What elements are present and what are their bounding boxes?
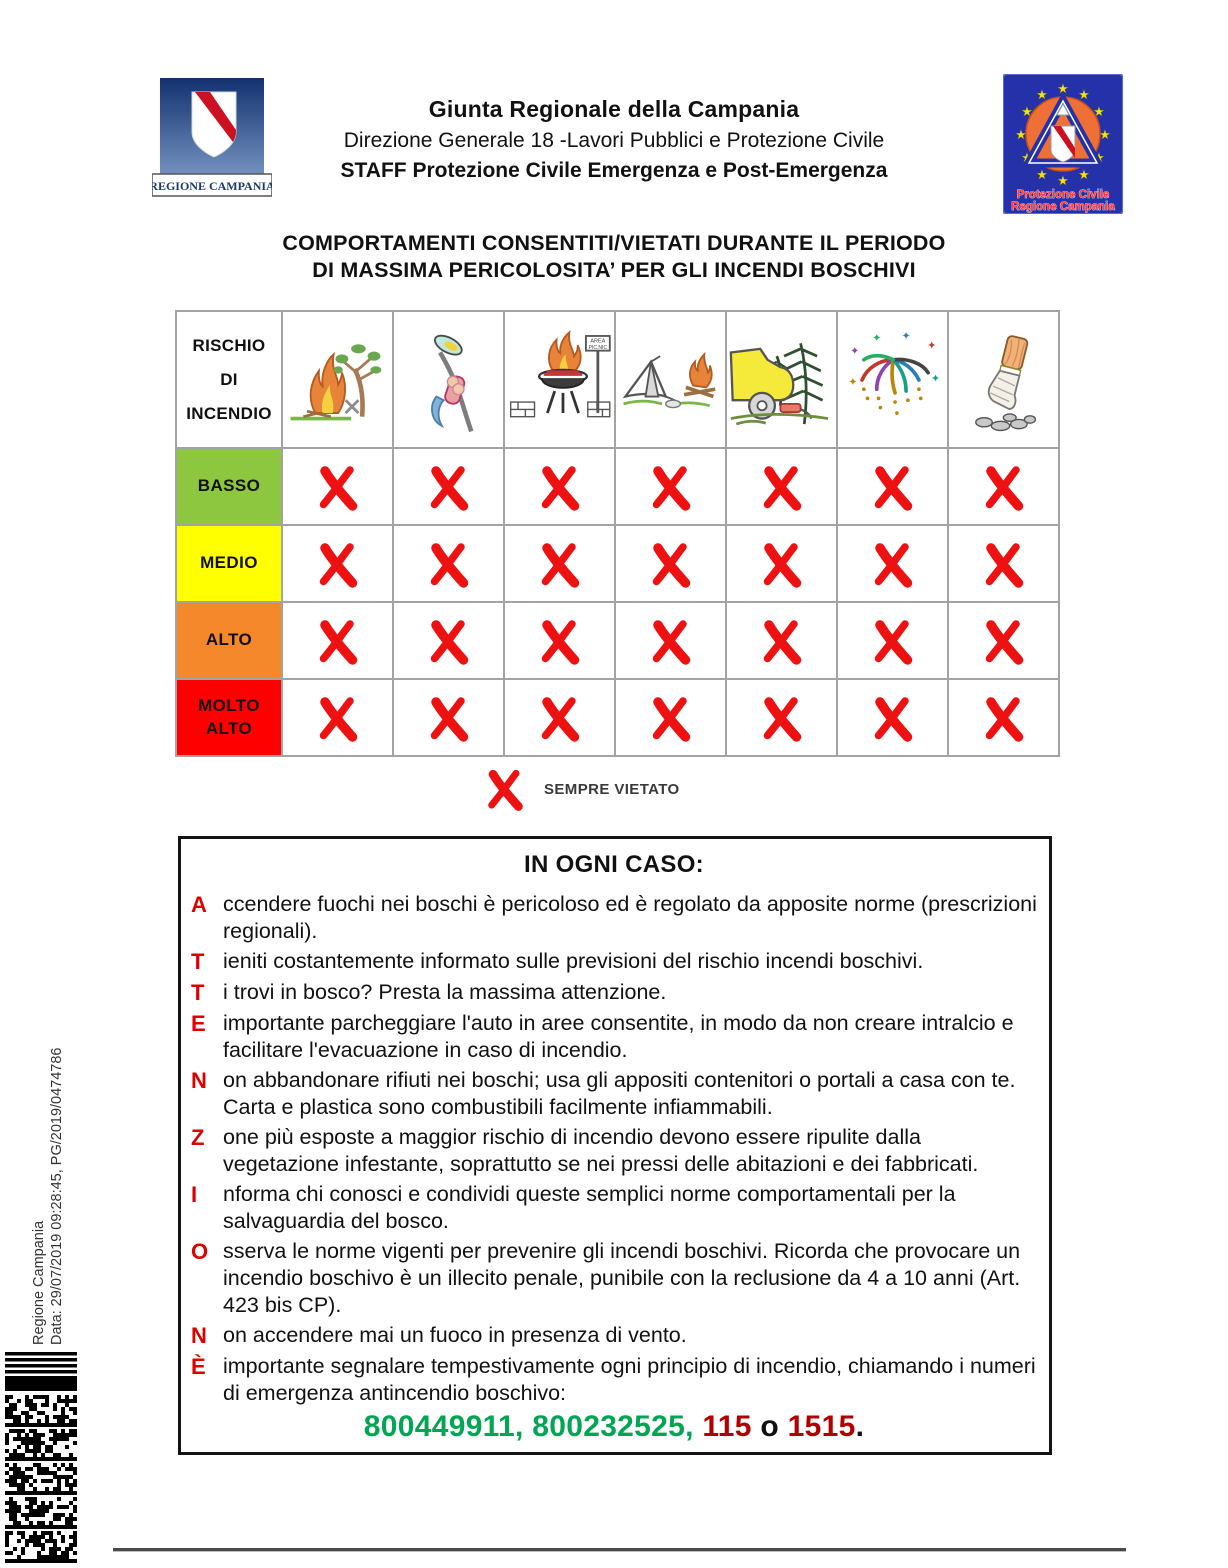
svg-text:✦: ✦	[931, 373, 941, 386]
forbidden-x-icon	[645, 616, 697, 666]
emergency-number-segment: 1515	[787, 1410, 856, 1444]
risk-row-label-1: MEDIO	[177, 526, 281, 601]
rule-item-0	[191, 891, 1037, 945]
forbidden-x-icon	[867, 462, 919, 512]
forbidden-x-icon	[312, 462, 364, 512]
rule-item-7	[191, 1238, 1037, 1319]
rule-item-8	[191, 1322, 1037, 1350]
risk-cell-r3c1	[394, 680, 503, 755]
rules-heading: IN OGNI CASO:	[524, 851, 704, 878]
risk-cell-r0c4	[727, 449, 836, 524]
forbidden-x-icon	[756, 616, 808, 666]
risk-cell-r2c3	[616, 603, 725, 678]
risk-cell-r2c1	[394, 603, 503, 678]
rule-letter: I	[191, 1182, 198, 1208]
risk-cell-r3c2	[505, 680, 614, 755]
risk-cell-r3c3	[616, 680, 725, 755]
risk-cell-r1c4	[727, 526, 836, 601]
svg-text:★: ★	[1099, 127, 1111, 142]
protocol-stamp	[30, 985, 66, 1345]
rule-item-6	[191, 1181, 1037, 1235]
svg-text:★: ★	[1015, 127, 1027, 142]
risk-cell-r3c0	[283, 680, 392, 755]
risk-row-label-2: ALTO	[177, 603, 281, 678]
risk-cell-r3c5	[838, 680, 947, 755]
regione-campania-logo-label: REGIONE CAMPANIA	[152, 179, 272, 193]
rule-text: ccendere fuochi nei boschi è pericoloso ed è regolato da apposite norme (prescrizioni regionali).	[223, 892, 1037, 944]
forbidden-x-icon	[978, 539, 1030, 589]
forbidden-x-icon	[867, 693, 919, 743]
rule-text: importante parcheggiare l'auto in aree consentite, in modo da non creare intralcio e facilitare l'evacuazione in caso di incendio.	[223, 1010, 1014, 1062]
footer-divider	[113, 1548, 1126, 1552]
rules-list	[191, 891, 1037, 1407]
forbidden-x-icon	[978, 693, 1030, 743]
svg-text:✦: ✦	[850, 345, 860, 358]
forbidden-x-icon	[534, 539, 586, 589]
org-title: Giunta Regionale della Campania	[428, 96, 800, 122]
svg-text:★: ★	[1021, 150, 1033, 165]
forbidden-x-icon	[534, 462, 586, 512]
rule-text: on abbandonare rifiuti nei boschi; usa gli appositi contenitori o portali a casa con te. Carta e plastica sono combustibili facilmente infiammabili.	[223, 1067, 1016, 1119]
protocol-stamp-line2: Data: 29/07/2019 09:28:45, PG/2019/0474786	[49, 1047, 66, 1345]
risk-cell-r0c6	[949, 449, 1058, 524]
forbidden-x-icon	[312, 693, 364, 743]
risk-cell-r0c5	[838, 449, 947, 524]
risk-cell-r1c0	[283, 526, 392, 601]
emergency-number-segment: 800449911, 800232525,	[363, 1410, 694, 1444]
risk-cell-r0c0	[283, 449, 392, 524]
fireworks-icon	[838, 312, 947, 447]
svg-text:★: ★	[1036, 167, 1048, 182]
forbidden-x-icon	[480, 766, 530, 812]
protezione-civile-logo	[1003, 74, 1123, 214]
forbidden-x-icon	[756, 462, 808, 512]
rule-item-1	[191, 948, 1037, 976]
risk-cell-r0c3	[616, 449, 725, 524]
svg-text:★: ★	[1078, 167, 1090, 182]
forbidden-x-icon	[978, 462, 1030, 512]
campfire-tent-icon	[616, 312, 725, 447]
svg-text:★: ★	[1093, 104, 1105, 119]
rule-item-2	[191, 979, 1037, 1007]
burning-branches-icon	[283, 312, 392, 447]
forbidden-x-icon	[867, 616, 919, 666]
svg-text:AREA: AREA	[590, 338, 606, 345]
document-title-line1: COMPORTAMENTI CONSENTITI/VIETATI DURANTE IL PERIODO	[282, 231, 946, 255]
rule-text: sserva le norme vigenti per prevenire gli incendi boschivi. Ricorda che provocare un incendio boschivo è un illecito penale, punibile con la reclusione da 4 a 10 anni (Art. 423 bis CP).	[223, 1239, 1021, 1318]
forbidden-x-icon	[423, 539, 475, 589]
risk-row-label-0: BASSO	[177, 449, 281, 524]
forbidden-x-icon	[423, 616, 475, 666]
emergency-number-segment: 115	[693, 1410, 752, 1444]
protocol-barcode	[5, 1352, 77, 1568]
rule-letter: È	[191, 1354, 206, 1380]
rule-text: i trovi in bosco? Presta la massima attenzione.	[223, 979, 667, 1004]
rule-letter: E	[191, 1010, 206, 1036]
forbidden-x-icon	[867, 539, 919, 589]
document-title-line2: DI MASSIMA PERICOLOSITA’ PER GLI INCENDI BOSCHIVI	[312, 257, 916, 282]
document-title	[0, 230, 1228, 283]
rule-text: on accendere mai un fuoco in presenza di vento.	[223, 1323, 687, 1348]
svg-text:✦: ✦	[848, 376, 858, 389]
rule-text: one più esposte a maggior rischio di incendio devono essere ripulite dalla vegetazione infestante, soprattutto se nei pressi delle abitazioni e dei fabbricati.	[223, 1124, 979, 1176]
barbecue-icon	[505, 312, 614, 447]
forbidden-x-icon	[312, 539, 364, 589]
svg-text:★: ★	[1093, 150, 1105, 165]
blowtorch-icon	[394, 312, 503, 447]
svg-text:★: ★	[1036, 87, 1048, 102]
rule-letter: T	[191, 979, 205, 1005]
protocol-stamp-line1: Regione Campania	[31, 1220, 47, 1345]
svg-text:✦: ✦	[872, 332, 882, 345]
emergency-number-segment: .	[855, 1410, 865, 1444]
risk-cell-r1c2	[505, 526, 614, 601]
risk-cell-r2c6	[949, 603, 1058, 678]
rule-letter: N	[191, 1067, 207, 1093]
svg-text:✦: ✦	[901, 331, 911, 344]
forbidden-x-icon	[423, 462, 475, 512]
svg-text:✦: ✦	[927, 340, 937, 353]
risk-cell-r2c4	[727, 603, 836, 678]
risk-cell-r1c6	[949, 526, 1058, 601]
legend	[480, 766, 680, 812]
emergency-number-segment: o	[751, 1410, 788, 1444]
forbidden-x-icon	[534, 616, 586, 666]
forbidden-x-icon	[645, 693, 697, 743]
risk-cell-r3c6	[949, 680, 1058, 755]
rule-letter: O	[191, 1239, 209, 1265]
risk-cell-r0c2	[505, 449, 614, 524]
rule-letter: T	[191, 949, 205, 975]
rule-item-9	[191, 1353, 1037, 1407]
forbidden-x-icon	[645, 539, 697, 589]
rule-letter: A	[191, 892, 207, 917]
protezione-civile-logo-label-2: Regione Campania	[1011, 201, 1115, 213]
svg-text:★: ★	[1078, 87, 1090, 102]
forbidden-x-icon	[534, 693, 586, 743]
risk-cell-r2c0	[283, 603, 392, 678]
rule-text: ieniti costantemente informato sulle previsioni del rischio incendi boschivi.	[223, 949, 924, 974]
rule-letter: Z	[191, 1124, 205, 1150]
risk-table-corner-label: RISCHIO DI INCENDIO	[177, 312, 281, 447]
rule-letter: N	[191, 1323, 207, 1349]
forbidden-x-icon	[756, 539, 808, 589]
forbidden-x-icon	[978, 616, 1030, 666]
rule-item-4	[191, 1067, 1037, 1121]
vehicle-exhaust-icon	[727, 312, 836, 447]
forbidden-x-icon	[423, 693, 475, 743]
forbidden-x-icon	[645, 462, 697, 512]
risk-row-label-3: MOLTO ALTO	[177, 680, 281, 755]
risk-cell-r3c4	[727, 680, 836, 755]
rule-item-3	[191, 1010, 1037, 1064]
rule-text: nforma chi conosci e condividi queste semplici norme comportamentali per la salvaguardia del bosco.	[223, 1182, 956, 1234]
svg-text:★: ★	[1057, 81, 1069, 96]
svg-text:★: ★	[1021, 104, 1033, 119]
forbidden-x-icon	[312, 616, 364, 666]
risk-table	[175, 310, 1060, 757]
emergency-numbers	[191, 1410, 1037, 1444]
protezione-civile-logo-label-1: Protezione Civile	[1016, 189, 1110, 201]
risk-cell-r1c5	[838, 526, 947, 601]
rule-text: importante segnalare tempestivamente ogni principio di incendio, chiamando i numeri di emergenza antincendio boschivo:	[223, 1354, 1036, 1406]
rules-box	[178, 836, 1052, 1455]
org-staff-line: STAFF Protezione Civile Emergenza e Post-Emergenza	[340, 159, 888, 182]
rule-item-5	[191, 1124, 1037, 1178]
legend-label: SEMPRE VIETATO	[544, 780, 680, 798]
org-subtitle: Direzione Generale 18 -Lavori Pubblici e Protezione Civile	[343, 129, 885, 152]
risk-cell-r2c5	[838, 603, 947, 678]
forbidden-x-icon	[756, 693, 808, 743]
cigarette-butt-icon	[949, 312, 1058, 447]
risk-cell-r2c2	[505, 603, 614, 678]
risk-cell-r0c1	[394, 449, 503, 524]
risk-cell-r1c3	[616, 526, 725, 601]
svg-text:★: ★	[1057, 173, 1069, 188]
risk-cell-r1c1	[394, 526, 503, 601]
svg-text:PIC.NIC: PIC.NIC	[588, 345, 608, 352]
